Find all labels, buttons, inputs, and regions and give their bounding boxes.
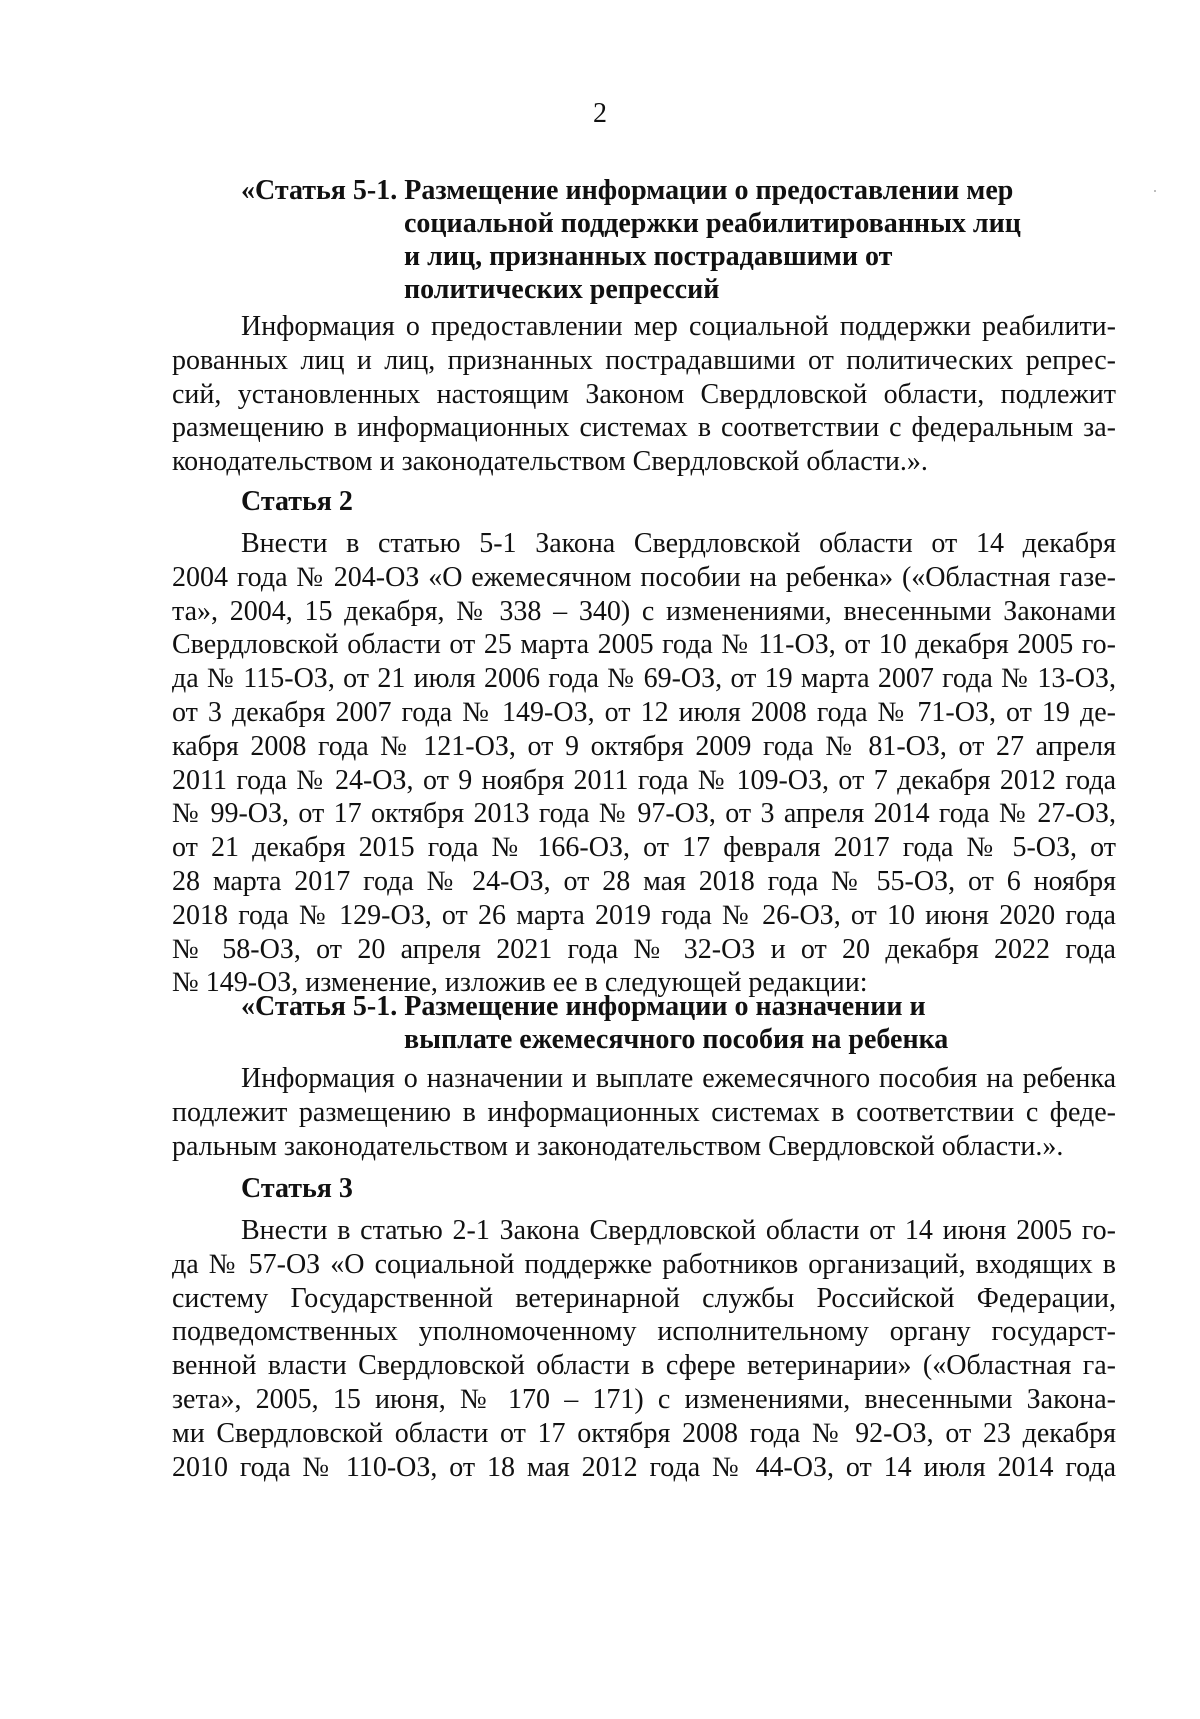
heading-line: «Статья 5-1. Размещение информации о предоставлении мер bbox=[241, 175, 1014, 206]
article-2-title: Статья 2 bbox=[241, 486, 353, 517]
article-2-body bbox=[172, 527, 1116, 1000]
text-line: да № 57-ОЗ «О социальной поддержке работников организаций, входящих в bbox=[172, 1248, 1116, 1280]
text-line: сий, установленных настоящим Законом Свердловской области, подлежит bbox=[172, 378, 1116, 410]
text-line: та», 2004, 15 декабря, № 338 – 340) с изменениями, внесенными Законами bbox=[172, 595, 1116, 627]
section-body bbox=[172, 310, 1116, 479]
text-line: № 149-ОЗ, изменение, изложив ее в следующей редакции: bbox=[172, 967, 868, 999]
text-line: 2011 года № 24-ОЗ, от 9 ноября 2011 года № 109-ОЗ, от 7 декабря 2012 года bbox=[172, 764, 1116, 796]
text-line: 2018 года № 129-ОЗ, от 26 марта 2019 года № 26-ОЗ, от 10 июня 2020 года bbox=[172, 899, 1116, 931]
text-line: кабря 2008 года № 121-ОЗ, от 9 октября 2009 года № 81-ОЗ, от 27 апреля bbox=[172, 730, 1116, 762]
text-line: рованных лиц и лиц, признанных пострадавшими от политических репрес- bbox=[172, 344, 1116, 376]
text-line: Информация о назначении и выплате ежемесячного пособия на ребенка bbox=[241, 1063, 1116, 1094]
text-line: подлежит размещению в информационных системах в соответствии с феде- bbox=[172, 1096, 1116, 1128]
text-line: размещению в информационных системах в соответствии с федеральным за- bbox=[172, 412, 1116, 444]
heading-line: выплате ежемесячного пособия на ребенка bbox=[404, 1024, 949, 1055]
text-line: № 99-ОЗ, от 17 октября 2013 года № 97-ОЗ, от 3 апреля 2014 года № 27-ОЗ, bbox=[172, 798, 1116, 830]
text-line: Внести в статью 5-1 Закона Свердловской области от 14 декабря bbox=[241, 528, 1116, 559]
article-3-title: Статья 3 bbox=[241, 1173, 353, 1204]
text-line: подведомственных уполномоченному исполнительному органу государст- bbox=[172, 1316, 1116, 1348]
text-line: ральным законодательством и законодательством Свердловской области.». bbox=[172, 1130, 1064, 1162]
text-line: Свердловской области от 25 марта 2005 года № 11-ОЗ, от 10 декабря 2005 го- bbox=[172, 629, 1116, 661]
text-line: 2010 года № 110-ОЗ, от 18 мая 2012 года № 44-ОЗ, от 14 июля 2014 года bbox=[172, 1451, 1116, 1483]
quoted-article-body bbox=[172, 1062, 1116, 1163]
heading-line: и лиц, признанных пострадавшими от bbox=[404, 241, 893, 272]
text-line: 28 марта 2017 года № 24-ОЗ, от 28 мая 2018 года № 55-ОЗ, от 6 ноября bbox=[172, 865, 1116, 897]
page-number: 2 bbox=[593, 98, 607, 129]
text-line: Информация о предоставлении мер социальной поддержки реабилити- bbox=[241, 311, 1116, 342]
text-line: конодательством и законодательством Свердловской области.». bbox=[172, 446, 928, 478]
text-line: 2004 года № 204-ОЗ «О ежемесячном пособии на ребенка» («Областная газе- bbox=[172, 561, 1116, 593]
text-line: ми Свердловской области от 17 октября 2008 года № 92-ОЗ, от 23 декабря bbox=[172, 1417, 1116, 1449]
text-line: от 21 декабря 2015 года № 166-ОЗ, от 17 февраля 2017 года № 5-ОЗ, от bbox=[172, 832, 1116, 864]
quoted-article-heading bbox=[241, 990, 1041, 1056]
article-3-body bbox=[172, 1214, 1116, 1484]
heading-line: «Статья 5-1. Размещение информации о назначении и bbox=[241, 991, 926, 1022]
heading-line: социальной поддержки реабилитированных лиц bbox=[404, 208, 1021, 239]
section-heading bbox=[241, 174, 1041, 306]
text-line: венной власти Свердловской области в сфере ветеринарии» («Областная га- bbox=[172, 1350, 1116, 1382]
text-line: систему Государственной ветеринарной службы Российской Федерации, bbox=[172, 1282, 1116, 1314]
text-line: да № 115-ОЗ, от 21 июля 2006 года № 69-ОЗ, от 19 марта 2007 года № 13-ОЗ, bbox=[172, 663, 1116, 695]
text-line: № 58-ОЗ, от 20 апреля 2021 года № 32-ОЗ и от 20 декабря 2022 года bbox=[172, 933, 1116, 965]
text-line: от 3 декабря 2007 года № 149-ОЗ, от 12 июля 2008 года № 71-ОЗ, от 19 де- bbox=[172, 696, 1116, 728]
text-line: Внести в статью 2-1 Закона Свердловской области от 14 июня 2005 го- bbox=[241, 1215, 1116, 1246]
scan-speck bbox=[1154, 190, 1156, 192]
heading-line: политических репрессий bbox=[404, 274, 720, 305]
text-line: зета», 2005, 15 июня, № 170 – 171) с изменениями, внесенными Закона- bbox=[172, 1383, 1116, 1415]
